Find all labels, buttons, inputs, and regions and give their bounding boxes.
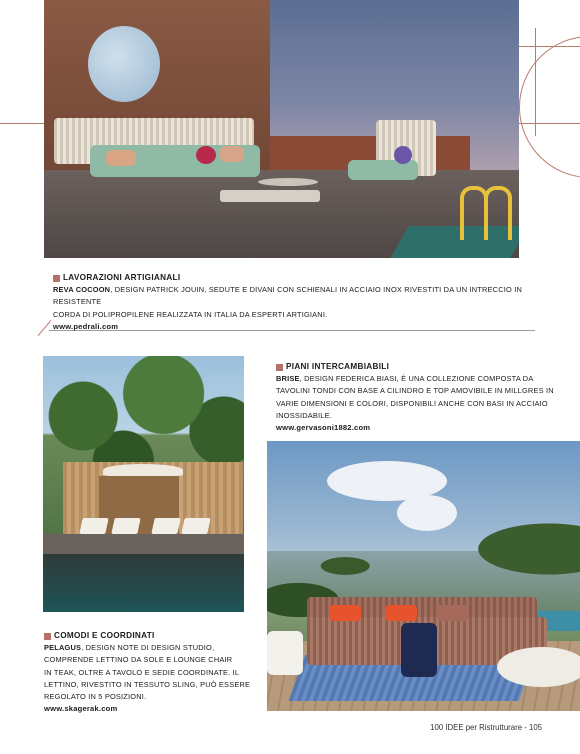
top-left-rule — [0, 123, 44, 124]
photo-pool-cabana — [43, 356, 244, 612]
caption-heading: COMODI E COORDINATI — [44, 630, 264, 642]
caption-body: PELAGUS, DESIGN NOTE DI DESIGN STUDIO, COMPRENDE LETTINO DA SOLE E LOUNGE CHAIR IN TEAK, OLTRE A TAVOLO E SEDIE COORDINATE. IL LETTINO, RIVESTITO IN TESSUTO SLING, PUÒ ESSERE REGOLATO IN 5 POSIZIONI. — [44, 643, 251, 702]
decorative-circle — [519, 36, 580, 178]
square-bullet-icon — [53, 275, 60, 282]
square-bullet-icon — [276, 364, 283, 371]
photo-rooftop-terrace — [44, 0, 519, 258]
photo-garden-lounge — [267, 441, 580, 711]
footer-separator: - — [522, 723, 529, 732]
link-skagerak[interactable]: www.skagerak.com — [44, 704, 118, 714]
right-crosshair-rule — [519, 46, 580, 47]
page-number: 105 — [528, 723, 542, 732]
caption-body: REVA COCOON, DESIGN PATRICK JOUIN, SEDUTE E DIVANI CON SCHIENALI IN ACCIAIO INOX RIVESTITI DA UN INTRECCIO IN RESISTENTE CORDA DI POLIPROPILENE REALIZZATA IN ITALIA DA ESPERTI ARTIGIANI. — [53, 285, 523, 319]
caption-lavorazioni — [53, 272, 533, 333]
left-crosshair-rule — [38, 320, 52, 336]
caption-heading: LAVORAZIONI ARTIGIANALI — [53, 272, 533, 284]
square-bullet-icon — [44, 633, 51, 640]
link-pedrali[interactable]: www.pedrali.com — [53, 321, 119, 331]
link-gervasoni[interactable]: www.gervasoni1882.com — [276, 423, 371, 433]
caption-comodi — [44, 630, 264, 715]
caption-heading: PIANI INTERCAMBIABILI — [276, 361, 566, 373]
caption-body: BRISE, DESIGN FEDERICA BIASI, È UNA COLLEZIONE COMPOSTA DA TAVOLINI TONDI CON BASE A CILINDRO E TOP AMOVIBILE IN MILLGRES IN VARIE DIMENSIONI E COLORI, DISPONIBILI ANCHE CON BASI IN ACCIAIO INOSSIDABILE. — [276, 374, 554, 420]
page-footer — [430, 723, 542, 732]
caption-piani — [276, 361, 566, 434]
magazine-name: 100 IDEE per Ristrutturare — [430, 723, 523, 732]
